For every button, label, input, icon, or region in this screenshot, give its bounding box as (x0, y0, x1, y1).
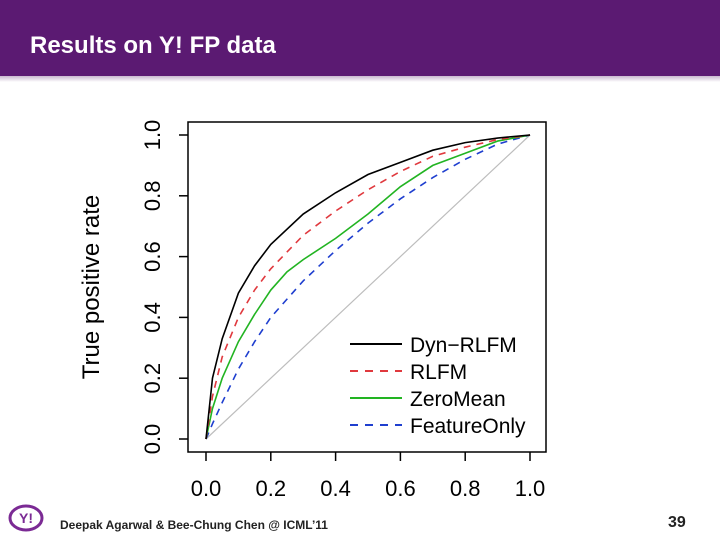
legend-label: Dyn−RLFM (410, 334, 517, 357)
y-tick-label: 0.2 (140, 362, 165, 394)
y-axis-label: True positive rate (78, 194, 105, 380)
x-tick-label: 1.0 (514, 476, 546, 501)
roc-chart (72, 106, 572, 520)
slide-title: Results on Y! FP data (30, 32, 276, 59)
svg-text:Y!: Y! (19, 510, 33, 526)
y-tick-label: 0.4 (140, 302, 165, 333)
page-number: 39 (668, 514, 686, 531)
legend-label: FeatureOnly (410, 415, 526, 438)
x-tick-label: 0.2 (255, 476, 287, 501)
y-tick-label: 0.8 (140, 180, 165, 212)
x-tick-label: 0.0 (190, 476, 222, 501)
footer-credit: Deepak Agarwal & Bee-Chung Chen @ ICML’11 (60, 518, 328, 532)
x-tick-label: 0.8 (449, 476, 481, 501)
slide-header (0, 0, 720, 76)
x-tick-label: 0.4 (320, 476, 351, 501)
legend-label: RLFM (410, 361, 468, 384)
x-tick-label: 0.6 (385, 476, 416, 501)
yahoo-logo (8, 500, 48, 536)
y-tick-label: 0.6 (140, 241, 165, 272)
y-tick-label: 1.0 (140, 119, 165, 151)
header-shadow (0, 76, 720, 82)
legend-label: ZeroMean (410, 388, 506, 411)
y-tick-label: 0.0 (140, 423, 165, 455)
